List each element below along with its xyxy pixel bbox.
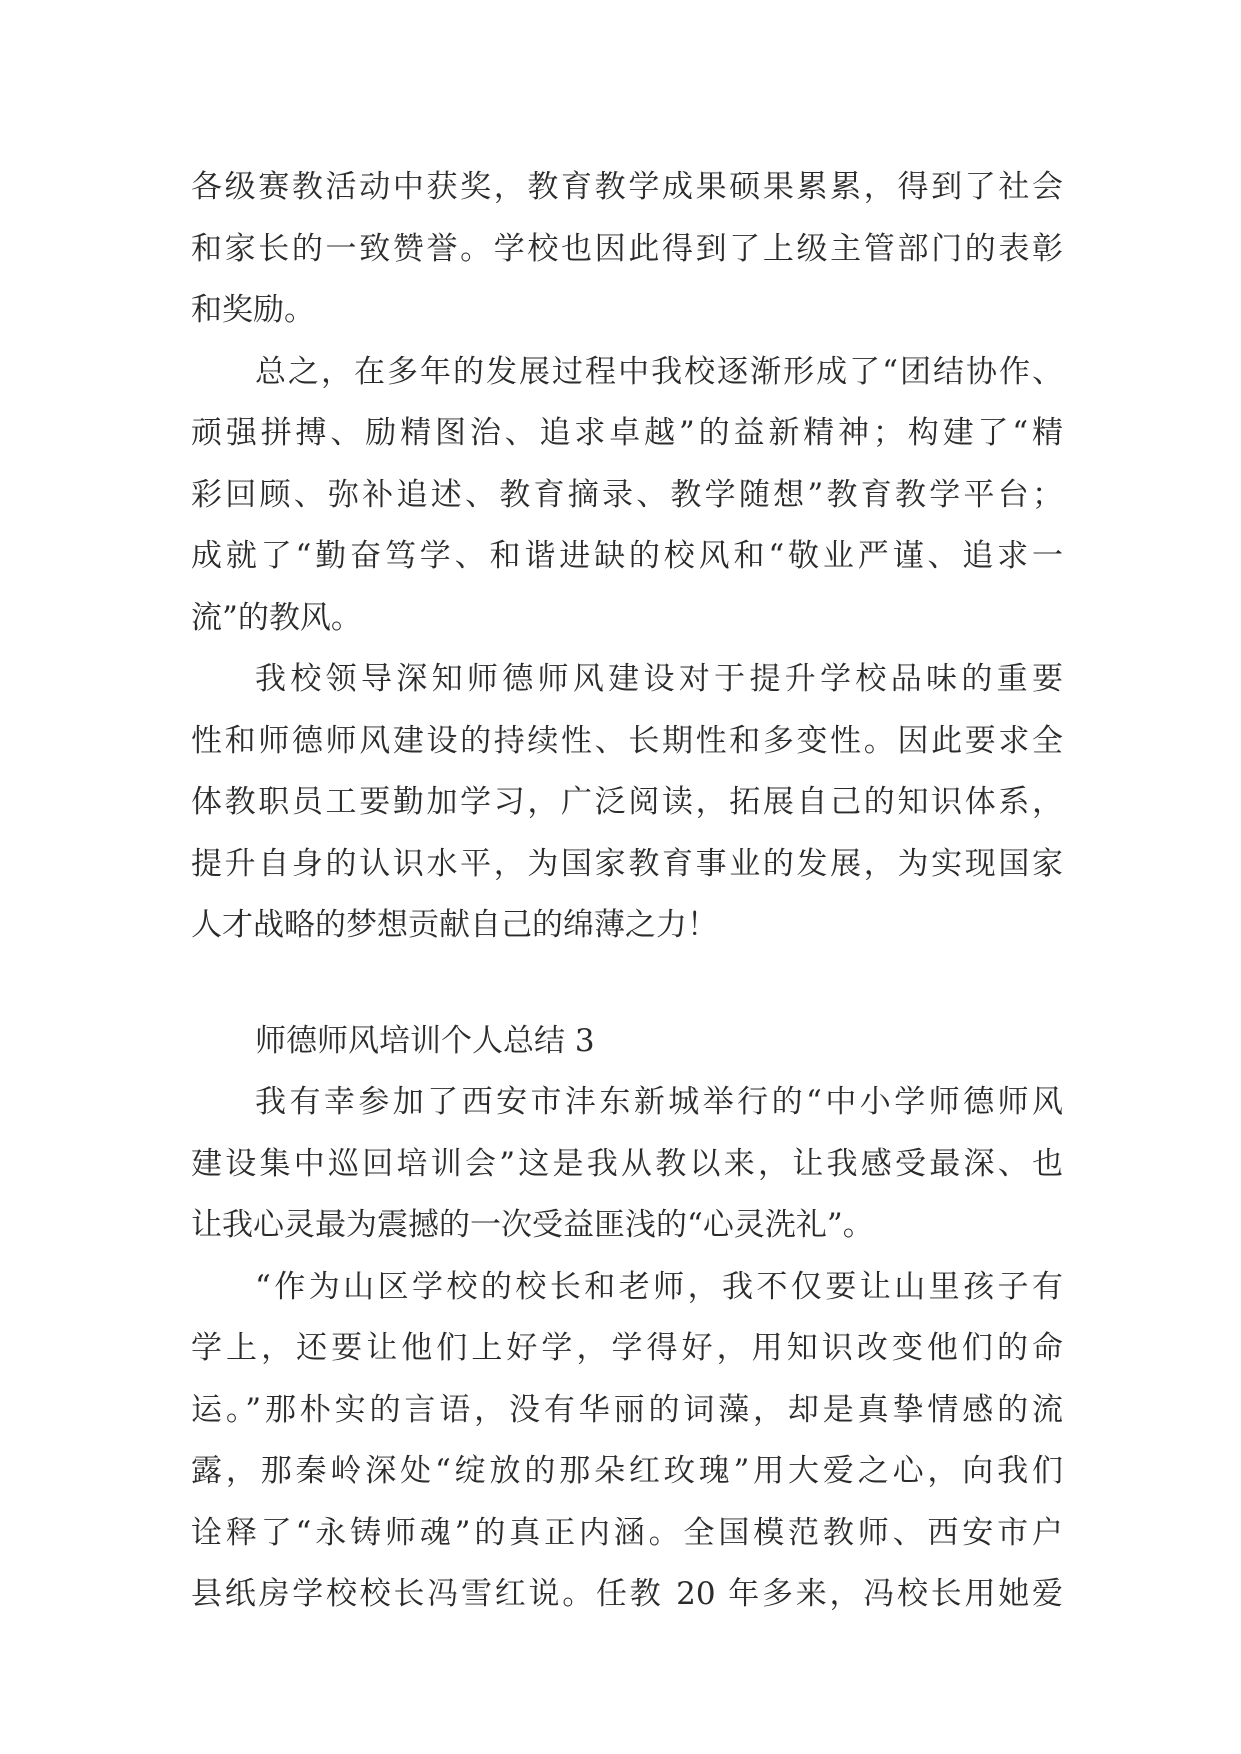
text-line: 诠释了“永铸师魂”的真正内涵。全国模范教师、西安市户 [191,1514,1063,1551]
text-line: 性和师德师风建设的持续性、长期性和多变性。因此要求全 [191,722,1063,759]
text-line: 和家长的一致赞誉。学校也因此得到了上级主管部门的表彰 [191,230,1063,267]
text-line: 运。”那朴实的言语，没有华丽的词藻，却是真挚情感的流 [191,1391,1063,1428]
text-line: 建设集中巡回培训会”这是我从教以来，让我感受最深、也 [191,1145,1063,1182]
paragraph [191,1072,1063,1257]
paragraph [191,1257,1063,1626]
text-line: 我有幸参加了西安市沣东新城举行的“中小学师德师风 [255,1084,1063,1120]
paragraph [191,649,1063,957]
text-line: 总之，在多年的发展过程中我校逐渐形成了“团结协作、 [255,353,1063,390]
text-line: 彩回顾、弥补追述、教育摘录、教学随想”教育教学平台； [191,476,1063,513]
section-heading [191,1011,1063,1073]
document-body [191,157,1063,1626]
text-line: 让我心灵最为震撼的一次受益匪浅的“心灵洗礼”。 [191,1207,874,1243]
text-line: 顽强拼搏、励精图治、追求卓越”的益新精神；构建了“精 [191,415,1063,451]
text-line: 各级赛教活动中获奖，教育教学成果硕果累累，得到了社会 [191,169,1063,205]
text-line: 提升自身的认识水平，为国家教育事业的发展，为实现国家 [191,845,1063,882]
text-line: 流”的教风。 [191,599,362,636]
text-line: 学上，还要让他们上好学，学得好，用知识改变他们的命 [191,1330,1063,1366]
text-line: 人才战略的梦想贡献自己的绵薄之力！ [191,907,718,943]
heading-text: 师德师风培训个人总结 3 [255,1022,595,1059]
paragraph [191,157,1063,342]
section-spacer [191,957,1063,1011]
paragraph [191,342,1063,650]
text-line: 我校领导深知师德师风建设对于提升学校品味的重要 [255,661,1063,697]
text-line: “作为山区学校的校长和老师，我不仅要让山里孩子有 [255,1268,1063,1305]
text-line: 和奖励。 [191,292,315,328]
text-line: 露，那秦岭深处“绽放的那朵红玫瑰”用大爱之心，向我们 [191,1453,1063,1489]
text-line: 成就了“勤奋笃学、和谐进缺的校风和“敬业严谨、追求一 [191,538,1063,574]
text-line: 体教职员工要勤加学习，广泛阅读，拓展自己的知识体系， [191,784,1063,820]
text-line: 县纸房学校校长冯雪红说。任教 20 年多来，冯校长用她爱 [191,1576,1063,1612]
